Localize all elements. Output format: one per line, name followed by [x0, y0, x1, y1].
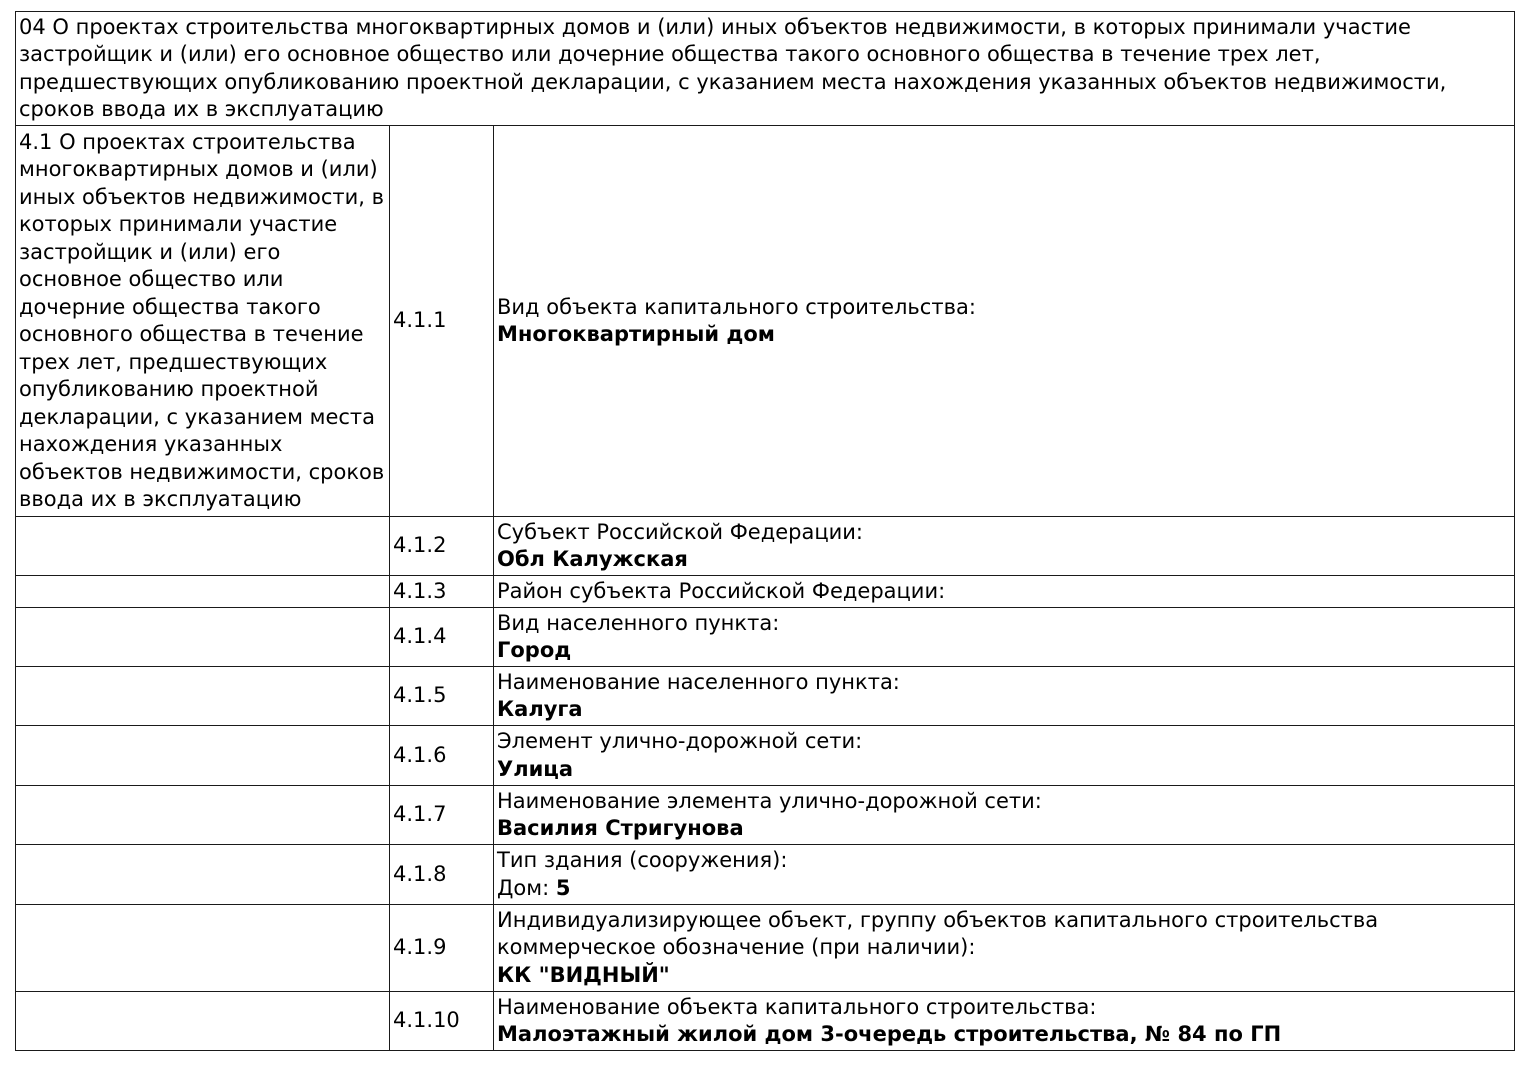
subsection-title: 4.1 О проектах строительства многоквартирных домов и (или) иных объектов недвижимости, в которых принимали участие застройщик и (или) его основное общество или дочерние общества такого основного общества в течение трех лет, предшествующих опубликованию проектной декларации, с указанием места нахождения указанных объектов недвижимости, сроков ввода их в эксплуатацию [16, 126, 390, 517]
field-label: Тип здания (сооружения): [497, 848, 788, 872]
empty-cell [16, 667, 390, 726]
row-content [494, 726, 1515, 786]
empty-cell [16, 905, 390, 992]
field-value: Василия Стригунова [497, 816, 744, 840]
row-number: 4.1.3 [390, 576, 494, 608]
field-label: Наименование населенного пункта: [497, 669, 900, 694]
table-row [16, 517, 1515, 576]
row-content [494, 126, 1515, 517]
field-label: Элемент улично-дорожной сети: [497, 729, 863, 753]
field-prefix: Дом: [497, 875, 550, 900]
field-label: Наименование объекта капитального строительства: [497, 994, 1097, 1019]
declaration-table [15, 11, 1515, 1051]
row-number: 4.1.1 [390, 126, 494, 517]
row-content [494, 608, 1515, 667]
empty-cell [16, 786, 390, 845]
field-value: Калуга [497, 697, 583, 721]
field-value: Многоквартирный дом [497, 322, 775, 346]
field-value: Обл Калужская [497, 547, 688, 571]
table-row [16, 726, 1515, 786]
section-header-row [16, 12, 1515, 126]
table-row [16, 576, 1515, 608]
table-row [16, 126, 1515, 517]
row-number: 4.1.9 [390, 905, 494, 992]
row-content [494, 786, 1515, 845]
row-content [494, 667, 1515, 726]
row-content [494, 992, 1515, 1051]
table-row [16, 992, 1515, 1051]
field-value: Улица [497, 756, 574, 781]
section-title: 04 О проектах строительства многоквартирных домов и (или) иных объектов недвижимости, в которых принимали участие застройщик и (или) его основное общество или дочерние общества такого основного общества в течение трех лет, предшествующих опубликованию проектной декларации, с указанием места нахождения указанных объектов недвижимости, сроков ввода их в эксплуатацию [16, 12, 1515, 126]
field-label: Вид населенного пункта: [497, 610, 780, 635]
row-number: 4.1.7 [390, 786, 494, 845]
empty-cell [16, 517, 390, 576]
field-label: Район субъекта Российской Федерации: [497, 578, 946, 603]
empty-cell [16, 576, 390, 608]
empty-cell [16, 845, 390, 905]
field-label: Вид объекта капитального строительства: [497, 294, 976, 319]
field-value-line [497, 876, 570, 900]
table-row [16, 905, 1515, 992]
field-label: Субъект Российской Федерации: [497, 519, 863, 544]
row-number: 4.1.6 [390, 726, 494, 786]
table-row [16, 786, 1515, 845]
row-number: 4.1.10 [390, 992, 494, 1051]
table-row [16, 845, 1515, 905]
empty-cell [16, 992, 390, 1051]
row-number: 4.1.4 [390, 608, 494, 667]
empty-cell [16, 608, 390, 667]
field-label: Наименование элемента улично-дорожной сети: [497, 788, 1042, 813]
table-row [16, 667, 1515, 726]
field-value: Малоэтажный жилой дом 3-очередь строительства, № 84 по ГП [497, 1022, 1282, 1046]
field-value: 5 [555, 875, 571, 900]
row-content [494, 576, 1515, 608]
field-label: Индивидуализирующее объект, группу объектов капитального строительства коммерческое обозначение (при наличии): [497, 907, 1379, 960]
row-number: 4.1.8 [390, 845, 494, 905]
row-content [494, 905, 1515, 992]
row-number: 4.1.5 [390, 667, 494, 726]
empty-cell [16, 726, 390, 786]
field-value: Город [497, 638, 572, 662]
field-value: КК "ВИДНЫЙ" [497, 962, 670, 987]
row-number: 4.1.2 [390, 517, 494, 576]
row-content [494, 517, 1515, 576]
table-row [16, 608, 1515, 667]
row-content [494, 845, 1515, 905]
